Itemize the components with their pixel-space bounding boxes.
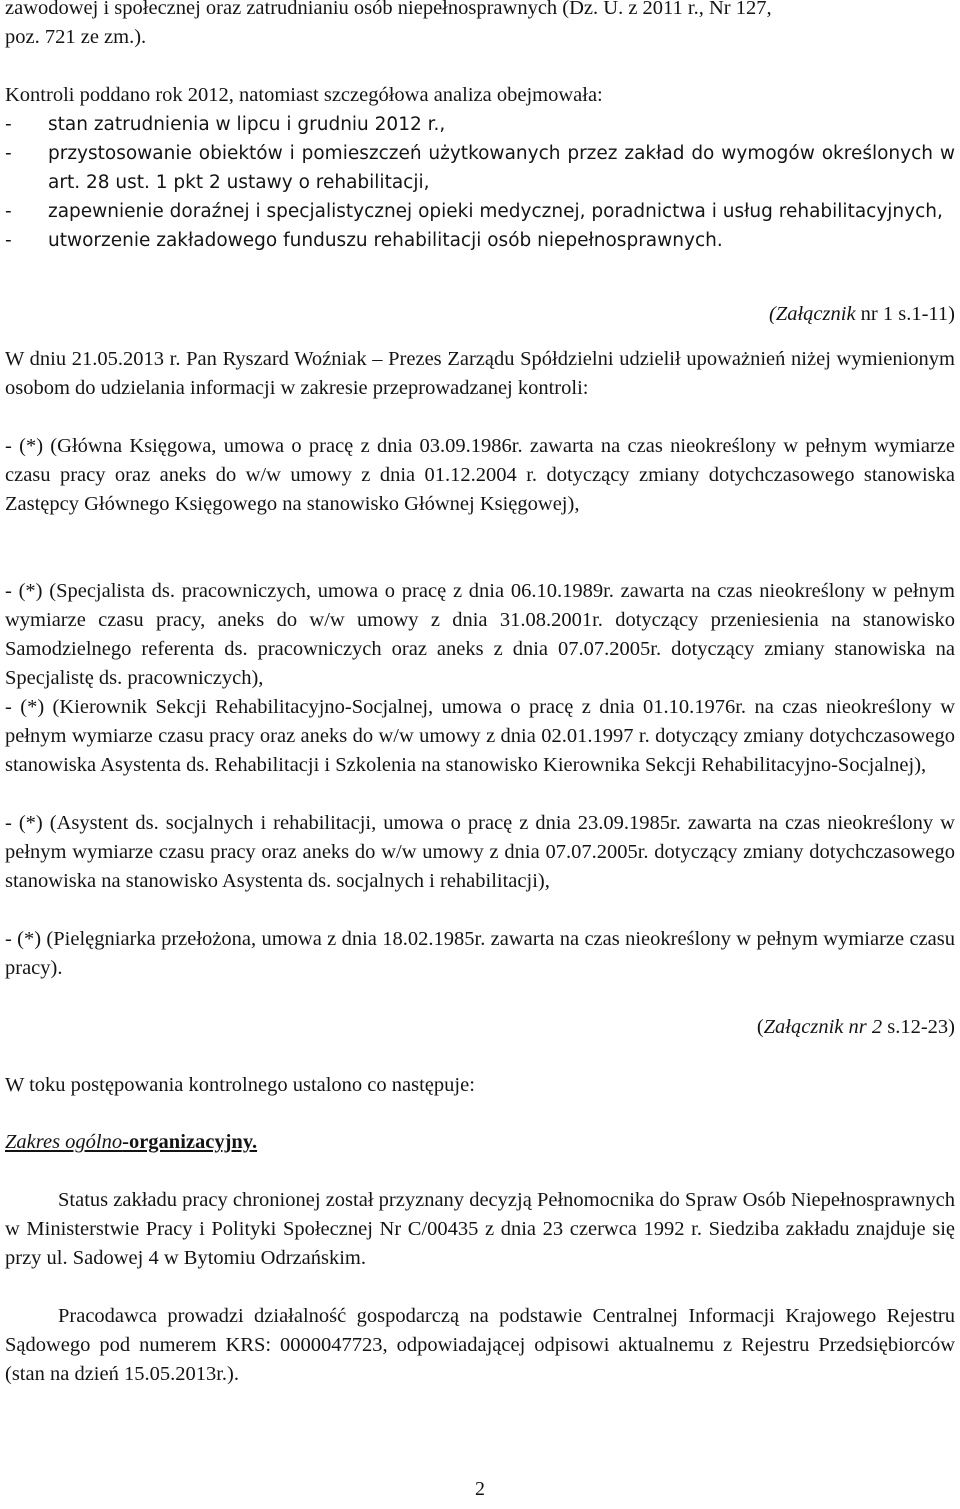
page-number: 2 [475, 1478, 485, 1500]
dash-marker: - [5, 201, 12, 222]
authorization-paragraph: W dniu 21.05.2013 r. Pan Ryszard Woźniak – Prezes Zarządu Spółdzielni udzielił upoważnień niżej wymienionym osobom do udzielania informacji w zakresie przeprowadzanej kontroli: [5, 348, 955, 399]
list-item [5, 110, 955, 139]
intro-line-2: poz. 721 ze zm.). [5, 26, 147, 48]
attachment-reference-1: (Załącznik nr 1 s.1-11) [769, 303, 955, 325]
registration-paragraph: Pracodawca prowadzi działalność gospodarczą na podstawie Centralnej Informacji Krajowego Rejestru Sądowego pod numerem KRS: 0000047723, odpowiadającej odpisowi aktualnemu z Rejestru Przedsiębiorców (stan na dzień 15.05.2013r.). [5, 1305, 955, 1385]
authorized-person-3: - (*) (Kierownik Sekcji Rehabilitacyjno-Socjalnej, umowa o pracę z dnia 01.10.1976r. na czas nieokreślony w pełnym wymiarze czasu pracy oraz aneks do w/w umowy z dnia 02.01.1997 r. dotyczący zmiany dotychczasowego stanowiska Asystenta ds. Rehabilitacji i Szkolenia na stanowisko Kierownika Sekcji Rehabilitacyjno-Socjalnej), [5, 696, 955, 776]
list-item-text: stan zatrudnienia w lipcu i grudniu 2012 r., [48, 114, 446, 135]
dash-marker: - [5, 114, 12, 135]
attachment-reference-2: (Załącznik nr 2 s.12-23) [756, 1016, 955, 1038]
list-item-text: przystosowanie obiektów i pomieszczeń użytkowanych przez zakład do wymogów określonych w art. 28 ust. 1 pkt 2 ustawy o rehabilitacji, [48, 143, 955, 193]
list-item [5, 139, 955, 197]
status-paragraph: Status zakładu pracy chronionej został przyznany decyzją Pełnomocnika do Spraw Osób Niepełnosprawnych w Ministerstwie Pracy i Polityki Społecznej Nr C/00435 z dnia 23 czerwca 1992 r. Siedziba zakładu znajduje się przy ul. Sadowej 4 w Bytomiu Odrzańskim. [5, 1189, 955, 1269]
authorized-person-5: - (*) (Pielęgniarka przełożona, umowa z dnia 18.02.1985r. zawarta na czas nieokreślony w pełnym wymiarze czasu pracy). [5, 928, 955, 979]
list-item-text: zapewnienie doraźnej i specjalistycznej opieki medycznej, poradnictwa i usług rehabilitacyjnych, [48, 201, 943, 222]
scope-list [5, 110, 955, 255]
intro-line-1: zawodowej i społecznej oraz zatrudnianiu osób niepełnosprawnych (Dz. U. z 2011 r., Nr 127, [5, 0, 772, 19]
dash-marker: - [5, 143, 12, 164]
authorized-person-2: - (*) (Specjalista ds. pracowniczych, umowa o pracę z dnia 06.10.1989r. zawarta na czas nieokreślony w pełnym wymiarze czasu pracy, aneks do w/w umowy z dnia 31.08.2001r. dotyczący przeniesienia na stanowisko Samodzielnego referenta ds. pracowniczych oraz aneks z dnia 07.07.2005r. dotyczący zmiany stanowiska na Specjalistę ds. pracowniczych), [5, 580, 955, 689]
list-item-text: utworzenie zakładowego funduszu rehabilitacji osób niepełnosprawnych. [48, 230, 723, 251]
list-item [5, 226, 955, 255]
list-item [5, 197, 955, 226]
findings-intro: W toku postępowania kontrolnego ustalono co następuje: [5, 1074, 475, 1096]
scope-lead: Kontroli poddano rok 2012, natomiast szczegółowa analiza obejmowała: [5, 84, 603, 106]
dash-marker: - [5, 230, 12, 251]
authorized-person-1: - (*) (Główna Księgowa, umowa o pracę z dnia 03.09.1986r. zawarta na czas nieokreślony w pełnym wymiarze czasu pracy oraz aneks do w/w umowy z dnia 01.12.2004 r. dotyczący zmiany dotychczasowego stanowiska Zastępcy Głównego Księgowego na stanowisko Głównej Księgowej), [5, 435, 955, 515]
authorized-person-4: - (*) (Asystent ds. socjalnych i rehabilitacji, umowa o pracę z dnia 23.09.1985r. zawarta na czas nieokreślony w pełnym wymiarze czasu pracy oraz aneks do w/w umowy z dnia 07.07.2005r. dotyczący zmiany dotychczasowego stanowiska na stanowisko Asystenta ds. socjalnych i rehabilitacji), [5, 812, 955, 892]
section-heading: Zakres ogólno-organizacyjny. [5, 1131, 258, 1153]
